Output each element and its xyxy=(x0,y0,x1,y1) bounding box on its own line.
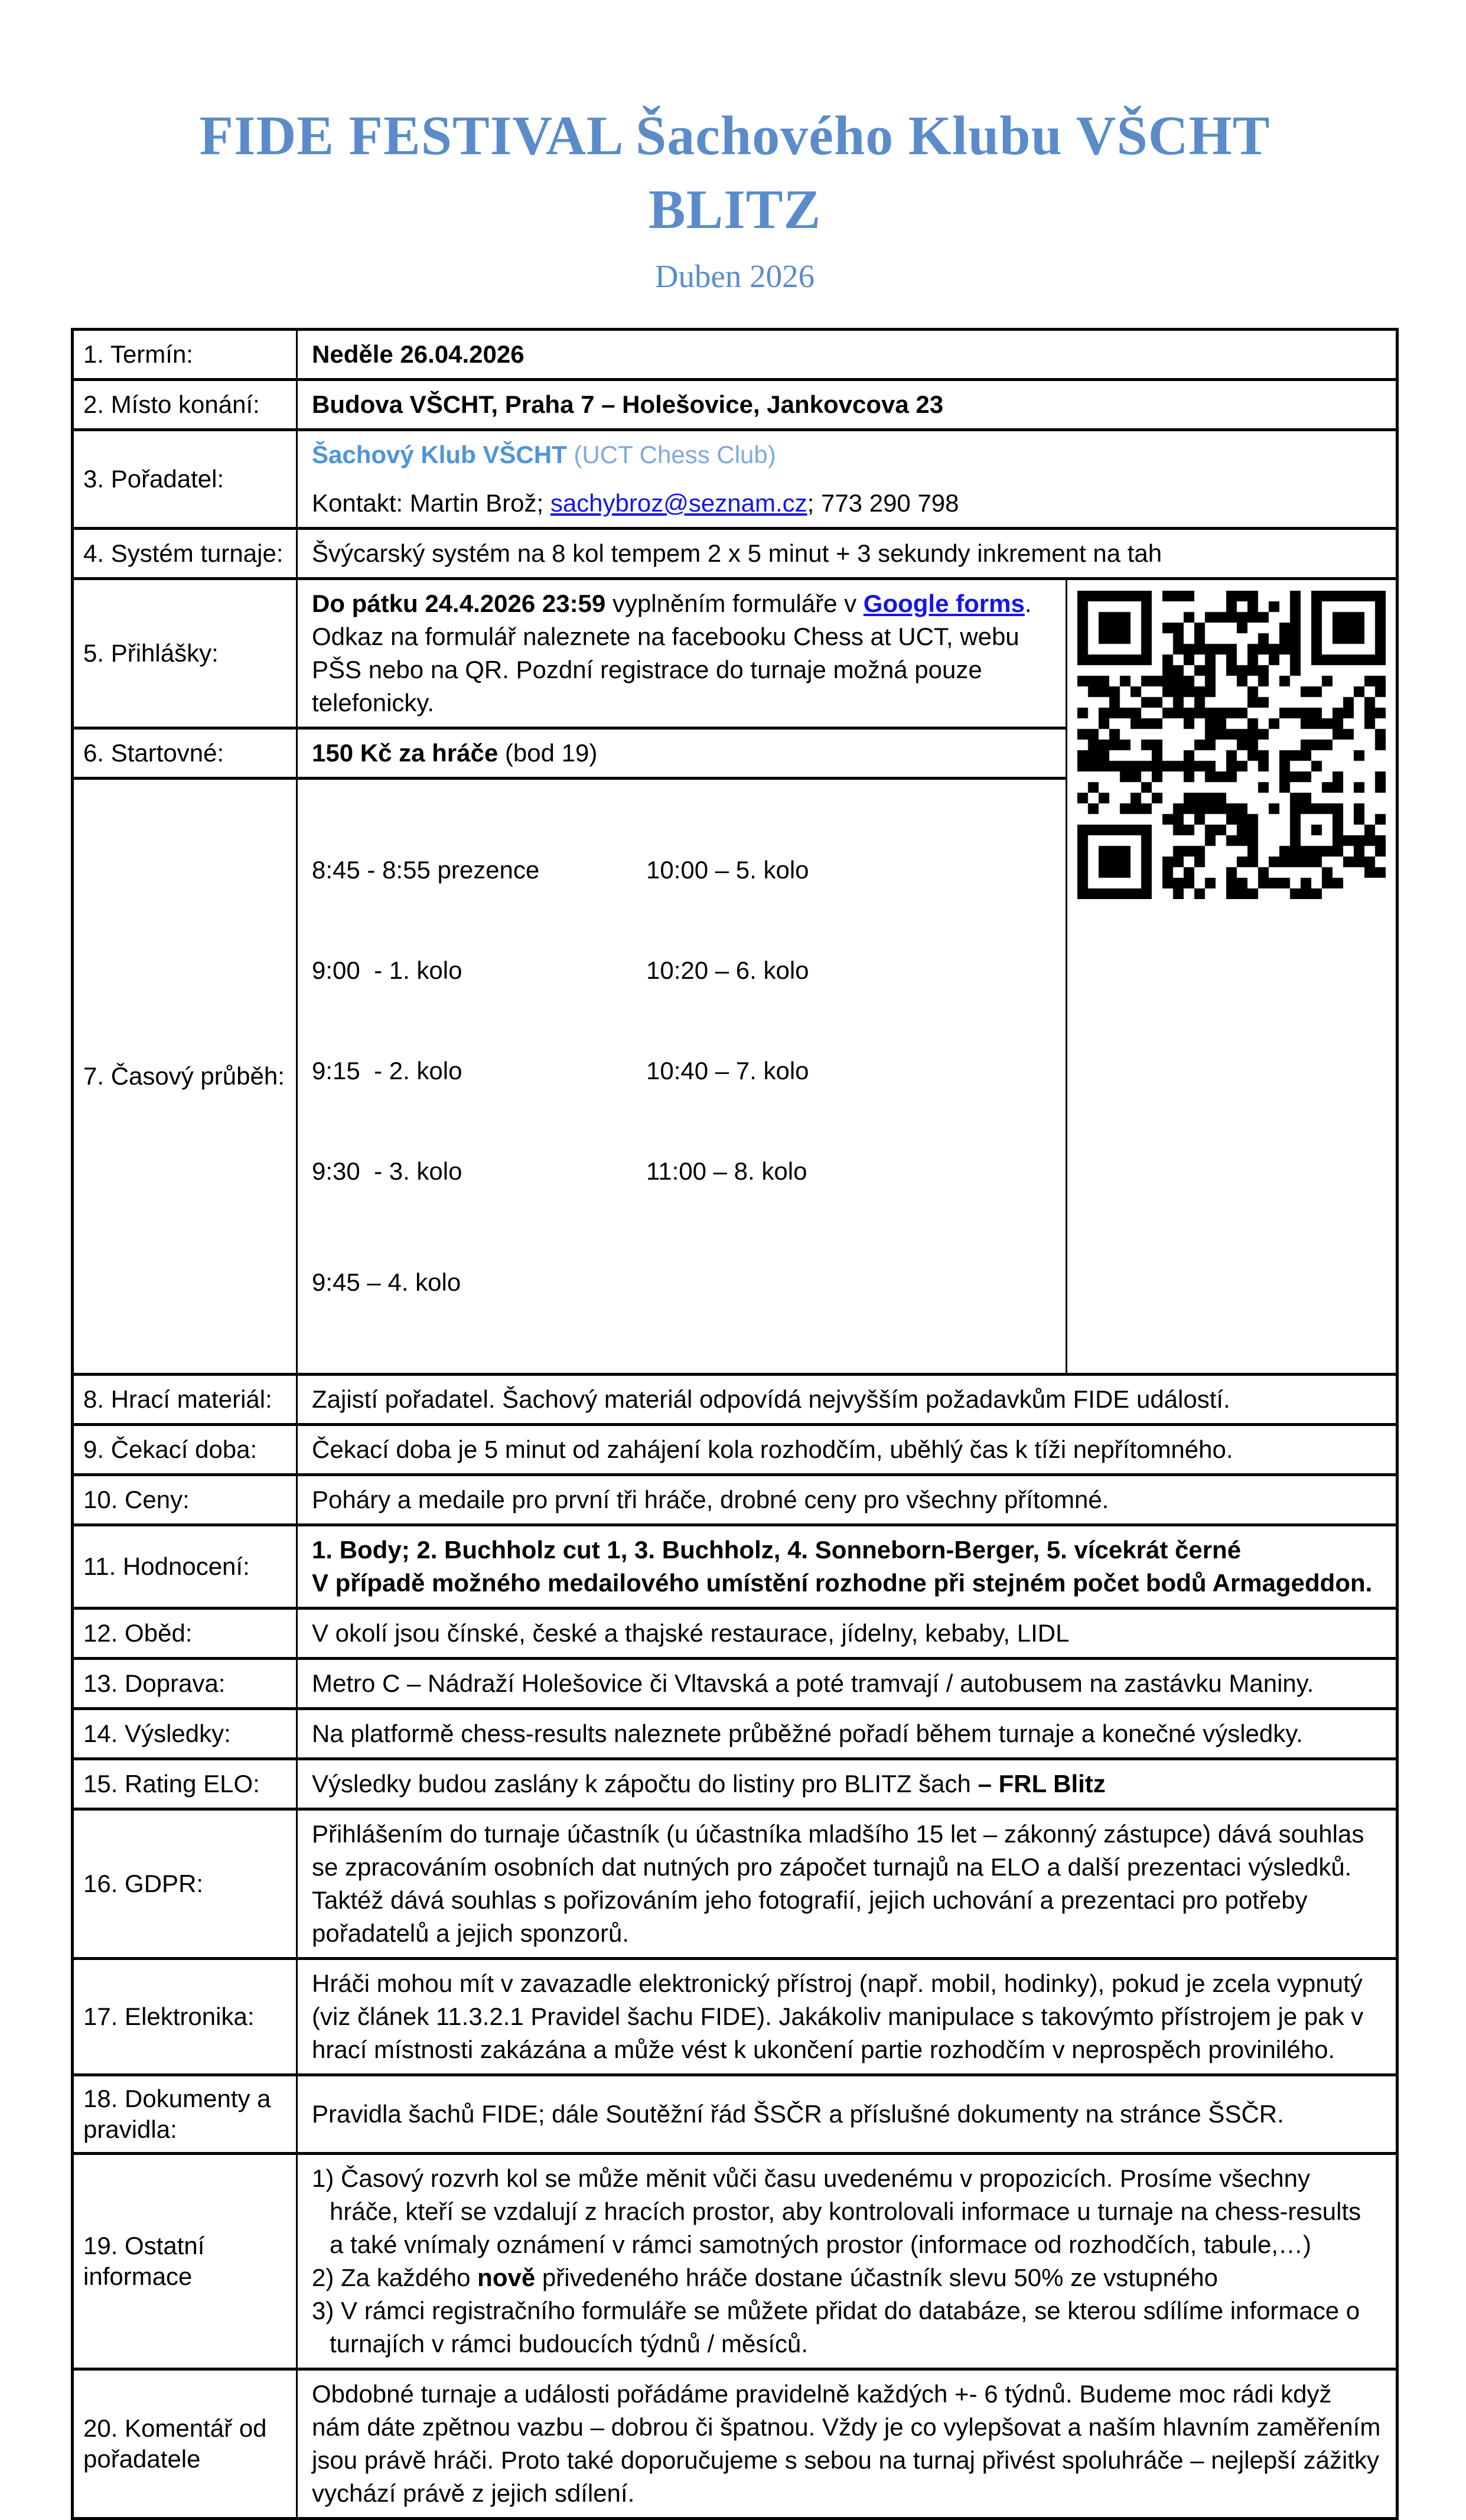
row-value: Neděle 26.04.2026 xyxy=(297,329,1397,379)
table-row-cekaci-doba xyxy=(73,1424,1397,1474)
contact-suffix: ; 773 290 798 xyxy=(807,489,959,517)
table-row-gdpr xyxy=(73,1809,1397,1958)
other-info-item-1: 1) Časový rozvrh kol se může měnit vůči času uvedenému v propozicích. Prosíme všechny hráče, kteří se vzdalují z hracích prostor, aby kontrolovali informace u turnaje na chess-results a také vnímaly oznámení v rámci samotných prostor (informace od rozhodčích, tabule,…) xyxy=(312,2164,1361,2258)
row-label: 11. Hodnocení: xyxy=(73,1525,297,1608)
entry-fee-note: (bod 19) xyxy=(498,738,598,767)
schedule-item: 9:15 - 2. kolo xyxy=(312,1056,462,1085)
row-value: Pravidla šachů FIDE; dále Soutěžní řád ŠSČR a příslušné dokumenty na stránce ŠSČR. xyxy=(297,2075,1397,2153)
club-name: Šachový Klub VŠCHT xyxy=(312,440,567,468)
tiebreak-line: 1. Body; 2. Buchholz cut 1, 3. Buchholz, 4. Sonneborn-Berger, 5. vícekrát černé xyxy=(312,1535,1242,1564)
schedule-item: 9:45 – 4. kolo xyxy=(312,1268,461,1296)
row-label: 16. GDPR: xyxy=(73,1809,297,1958)
row-value xyxy=(297,2153,1397,2369)
club-name-english: (UCT Chess Club) xyxy=(566,440,776,468)
row-label: 2. Místo konání: xyxy=(73,379,297,429)
entry-fee: 150 Kč za hráče xyxy=(312,738,499,767)
item2-bold: nově xyxy=(477,2263,536,2291)
table-row-komentar xyxy=(73,2369,1397,2518)
row-label: 7. Časový průběh: xyxy=(73,778,297,1374)
row-value xyxy=(297,728,1067,778)
table-row-obed xyxy=(73,1608,1397,1658)
schedule-item: 10:00 – 5. kolo xyxy=(646,855,809,884)
armageddon-line: V případě možného medailového umístění rozhodne při stejném počet bodů Armageddon. xyxy=(312,1568,1373,1597)
row-label: 8. Hrací materiál: xyxy=(73,1374,297,1424)
qr-code-cell xyxy=(1066,578,1397,1374)
row-label: 4. Systém turnaje: xyxy=(73,528,297,578)
row-value: Čekací doba je 5 minut od zahájení kola rozhodčím, uběhlý čas k tíži nepřítomného. xyxy=(297,1424,1397,1474)
row-value: Metro C – Nádraží Holešovice či Vltavská a poté tramvají / autobusem na zastávku Maniny. xyxy=(297,1658,1397,1708)
row-value: Přihlášením do turnaje účastník (u účastníka mladšího 15 let – zákonný zástupce) dává souhlas se zpracováním osobních dat nutných pro zápočet turnajů na ELO a další prezentaci výsledků. Taktéž dává souhlas s pořizováním jeho fotografií, jejich uchování a prezentaci pro potřeby pořadatelů a jejich sponzorů. xyxy=(297,1809,1397,1958)
row-label: 19. Ostatní informace xyxy=(73,2153,297,2369)
rating-list-name: – FRL Blitz xyxy=(978,1769,1106,1798)
contact-line xyxy=(312,487,1382,520)
table-row-poradatel xyxy=(73,429,1397,528)
table-row-rating-elo xyxy=(73,1759,1397,1809)
row-value: Zajistí pořadatel. Šachový materiál odpovídá nejvyšším požadavkům FIDE událostí. xyxy=(297,1374,1397,1424)
rating-text: Výsledky budou zaslány k zápočtu do listiny pro BLITZ šach xyxy=(312,1769,978,1798)
item2-suffix: přivedeného hráče dostane účastník slevu 50% ze vstupného xyxy=(535,2263,1218,2291)
row-label: 10. Ceny: xyxy=(73,1474,297,1525)
row-value xyxy=(297,1759,1397,1809)
row-label: 13. Doprava: xyxy=(73,1658,297,1708)
row-value xyxy=(297,778,1067,1374)
deadline-mid: vyplněním formuláře v xyxy=(605,589,864,617)
table-row-doprava xyxy=(73,1658,1397,1708)
row-label: 6. Startovné: xyxy=(73,728,297,778)
table-row-ceny xyxy=(73,1474,1397,1525)
deadline-dot: . xyxy=(1024,589,1032,617)
row-label: 5. Přihlášky: xyxy=(73,578,297,728)
row-label: 17. Elektronika: xyxy=(73,1958,297,2075)
schedule-item: 10:20 – 6. kolo xyxy=(646,956,809,984)
row-value: Švýcarský systém na 8 kol tempem 2 x 5 minut + 3 sekundy inkrement na tah xyxy=(297,528,1397,578)
row-value xyxy=(297,578,1067,728)
google-forms-link[interactable]: Google forms xyxy=(863,589,1025,617)
page-title-line2: BLITZ xyxy=(648,179,822,241)
schedule-item: 10:40 – 7. kolo xyxy=(646,1056,809,1085)
table-row-dokumenty xyxy=(73,2075,1397,2153)
row-label: 1. Termín: xyxy=(73,329,297,379)
row-value: Poháry a medaile pro první tři hráče, drobné ceny pro všechny přítomné. xyxy=(297,1474,1397,1525)
table-row-prihlasky xyxy=(73,578,1397,728)
email-link[interactable]: sachybroz@seznam.cz xyxy=(550,489,807,517)
table-row-hraci-material xyxy=(73,1374,1397,1424)
schedule-item: 9:30 - 3. kolo xyxy=(312,1157,462,1185)
registration-info: Odkaz na formulář naleznete na facebooku Chess at UCT, webu PŠS nebo na QR. Pozdní registrace do turnaje možná pouze telefonicky. xyxy=(312,622,1019,717)
row-label: 9. Čekací doba: xyxy=(73,1424,297,1474)
table-row-ostatni xyxy=(73,2153,1397,2369)
item2-prefix: 2) Za každého xyxy=(312,2263,478,2291)
qr-code-image xyxy=(1077,591,1386,899)
row-label: 18. Dokumenty a pravidla: xyxy=(73,2075,297,2153)
other-info-item-2 xyxy=(312,2261,1382,2294)
schedule-item: 9:00 - 1. kolo xyxy=(312,956,462,984)
deadline-text: Do pátku 24.4.2026 23:59 xyxy=(312,589,606,617)
row-label: 14. Výsledky: xyxy=(73,1708,297,1759)
page-title: FIDE FESTIVAL Šachového Klubu VŠCHT xyxy=(199,105,1270,167)
table-row-system xyxy=(73,528,1397,578)
row-value: V okolí jsou čínské, české a thajské restaurace, jídelny, kebaby, LIDL xyxy=(297,1608,1397,1658)
row-label: 15. Rating ELO: xyxy=(73,1759,297,1809)
title-block xyxy=(71,99,1399,297)
row-value: Na platformě chess-results naleznete průběžné pořadí během turnaje a konečné výsledky. xyxy=(297,1708,1397,1759)
schedule-right-column xyxy=(646,787,1051,1366)
row-value xyxy=(297,429,1397,528)
row-value: Hráči mohou mít v zavazadle elektronický přístroj (např. mobil, hodinky), pokud je zcela vypnutý (viz článek 11.3.2.1 Pravidel šachu FIDE). Jakákoliv manipulace s takovýmto přístrojem je pak v hrací místnosti zakázána a může vést k ukončení partie rozhodčím v neprospěch provinilého. xyxy=(297,1958,1397,2075)
table-row-elektronika xyxy=(73,1958,1397,2075)
other-info-item-3: 3) V rámci registračního formuláře se můžete přidat do databáze, se kterou sdílíme informace o turnajích v rámci budoucích týdnů / měsíců. xyxy=(312,2296,1360,2358)
row-value: Obdobné turnaje a události pořádáme pravidelně každých +- 6 týdnů. Budeme moc rádi když nám dáte zpětnou vazbu – dobrou či špatnou. Vždy je co vylepšovat a naším hlavním zaměřením jsou právě hráči. Proto také doporučujeme s sebou na turnaj přivést spoluhráče – nejlepší zážitky vychází právě z jejich sdílení. xyxy=(297,2369,1397,2518)
row-value: Budova VŠCHT, Praha 7 – Holešovice, Jankovcova 23 xyxy=(297,379,1397,429)
schedule xyxy=(312,787,1051,1366)
table-row-misto xyxy=(73,379,1397,429)
row-label: 20. Komentář od pořadatele xyxy=(73,2369,297,2518)
registration-deadline-line xyxy=(312,587,1051,620)
table-row-hodnoceni xyxy=(73,1525,1397,1608)
page-date: Duben 2026 xyxy=(654,258,815,295)
row-label: 12. Oběd: xyxy=(73,1608,297,1658)
contact-prefix: Kontakt: Martin Brož; xyxy=(312,489,550,517)
organizer-line xyxy=(312,438,1382,471)
schedule-item: 11:00 – 8. kolo xyxy=(646,1157,807,1185)
row-value xyxy=(297,1525,1397,1608)
tournament-info-table xyxy=(71,328,1399,2520)
row-label: 3. Pořadatel: xyxy=(73,429,297,528)
table-row-vysledky xyxy=(73,1708,1397,1759)
schedule-left-column xyxy=(312,787,646,1366)
table-row-termin xyxy=(73,329,1397,379)
schedule-item: 8:45 - 8:55 prezence xyxy=(312,855,540,884)
